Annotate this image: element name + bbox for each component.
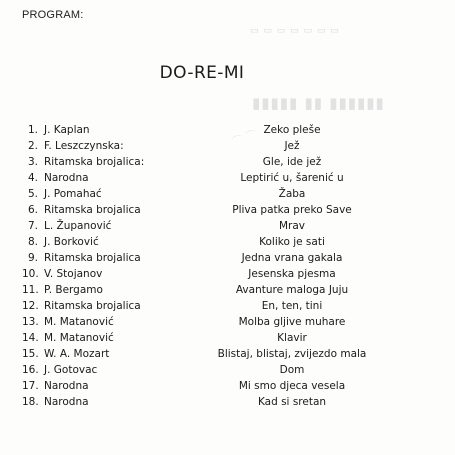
program-item <box>0 378 455 394</box>
program-item <box>0 154 455 170</box>
item-composer: Narodna <box>44 380 89 392</box>
program-item <box>0 122 455 138</box>
item-number: 4. <box>27 172 38 184</box>
item-composer: L. Županović <box>44 220 112 232</box>
program-item <box>0 282 455 298</box>
program-item <box>0 202 455 218</box>
item-number: 17. <box>22 380 39 392</box>
item-number: 10. <box>22 268 39 280</box>
item-composer: Narodna <box>44 396 89 408</box>
item-number: 3. <box>27 156 38 168</box>
item-piece: Žaba <box>278 188 306 200</box>
item-number: 15. <box>22 348 39 360</box>
program-item <box>0 314 455 330</box>
item-composer: Ritamska brojalica <box>44 252 141 264</box>
item-number: 5. <box>27 188 38 200</box>
item-piece: Dom <box>279 364 305 376</box>
item-piece: Klavir <box>277 332 307 344</box>
program-item <box>0 170 455 186</box>
item-piece: Mi smo djeca vesela <box>238 380 346 392</box>
program-item <box>0 186 455 202</box>
bleed-through-mark: ▭ ▭ ▭ ▭ ▭ ▭ ▭ <box>250 26 340 36</box>
item-composer: P. Bergamo <box>44 284 103 296</box>
program-item <box>0 394 455 410</box>
item-piece: Gle, ide jež <box>262 156 322 168</box>
program-item <box>0 266 455 282</box>
item-composer: V. Stojanov <box>44 268 103 280</box>
concert-title: DO-RE-MI <box>159 63 245 83</box>
item-composer: Ritamska brojalica: <box>44 156 145 168</box>
item-composer: Ritamska brojalica <box>44 204 141 216</box>
item-number: 2. <box>27 140 38 152</box>
item-piece: Kad si sretan <box>257 396 327 408</box>
item-composer: Ritamska brojalica <box>44 300 141 312</box>
program-item <box>0 346 455 362</box>
item-composer: J. Borković <box>44 236 99 248</box>
item-composer: J. Pomahać <box>44 188 102 200</box>
item-number: 8. <box>27 236 38 248</box>
bleed-through-mark: ▮▮▮▮▮ ▮▮ ▮▮▮▮▮▮ <box>252 94 385 112</box>
item-number: 12. <box>22 300 39 312</box>
item-number: 14. <box>22 332 39 344</box>
item-piece: Avanture maloga Juju <box>235 284 349 296</box>
program-item <box>0 218 455 234</box>
item-number: 13. <box>22 316 39 328</box>
item-number: 16. <box>22 364 39 376</box>
item-composer: W. A. Mozart <box>44 348 110 360</box>
item-composer: F. Leszczynska: <box>44 140 124 152</box>
item-composer: J. Gotovac <box>44 364 98 376</box>
item-piece: Jesenska pjesma <box>248 268 336 280</box>
program-item <box>0 298 455 314</box>
item-piece: Pliva patka preko Save <box>232 204 352 216</box>
item-piece: Blistaj, blistaj, zvijezdo mala <box>217 348 367 360</box>
item-composer: M. Matanović <box>44 332 114 344</box>
item-number: 7. <box>27 220 38 232</box>
item-number: 9. <box>27 252 38 264</box>
program-item <box>0 250 455 266</box>
item-number: 1. <box>27 124 38 136</box>
item-number: 11. <box>22 284 39 296</box>
item-piece: Koliko je sati <box>259 236 325 248</box>
item-number: 6. <box>27 204 38 216</box>
program-item <box>0 138 455 154</box>
item-composer: Narodna <box>44 172 89 184</box>
bleed-through-mark: ⌒ ⌒ <box>230 128 260 149</box>
item-number: 18. <box>22 396 39 408</box>
item-piece: Molba gljive muhare <box>238 316 346 328</box>
program-item <box>0 330 455 346</box>
program-item <box>0 234 455 250</box>
item-piece: Jež <box>284 140 300 152</box>
item-piece: En, ten, tini <box>261 300 323 312</box>
item-piece: Jedna vrana gakala <box>241 252 343 264</box>
item-piece: Mrav <box>278 220 306 232</box>
program-list <box>0 122 455 410</box>
program-item <box>0 362 455 378</box>
item-composer: J. Kaplan <box>44 124 90 136</box>
program-heading: PROGRAM: <box>22 9 84 21</box>
item-composer: M. Matanović <box>44 316 114 328</box>
item-piece: Leptirić u, šarenić u <box>240 172 344 184</box>
item-piece: Zeko pleše <box>263 124 321 136</box>
